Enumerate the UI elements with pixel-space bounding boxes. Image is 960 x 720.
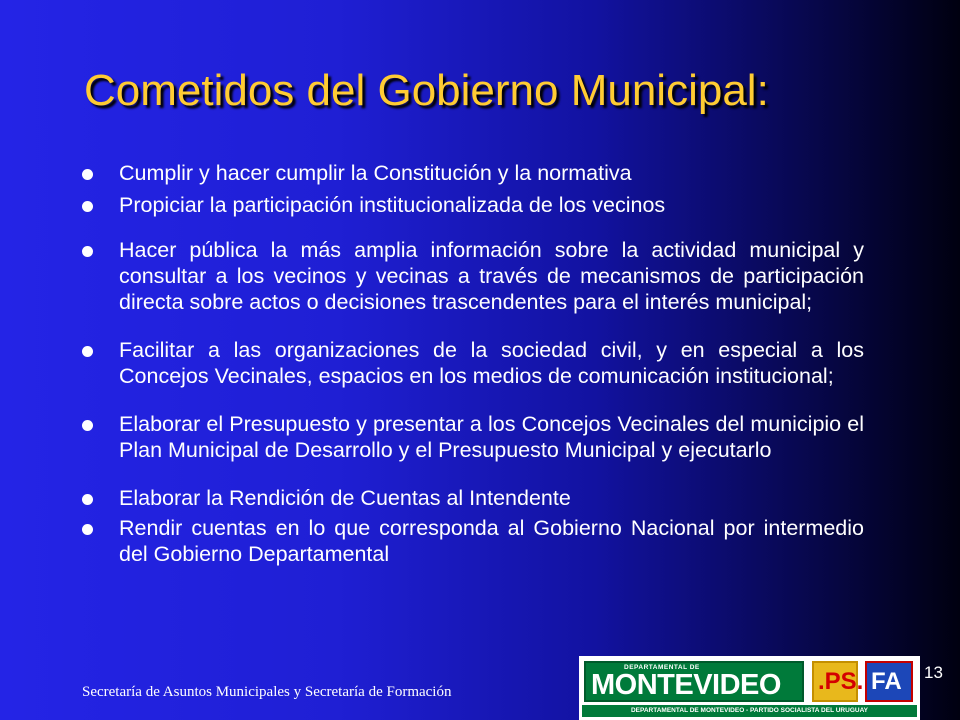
- bullet-dot-icon: [82, 169, 93, 180]
- logo-band-text: DEPARTAMENTAL DE MONTEVIDEO - PARTIDO SOCIALISTA DEL URUGUAY: [582, 705, 917, 717]
- bullet-item: [82, 485, 864, 511]
- ps-logo-block: [812, 661, 864, 702]
- logo-main-text: MONTEVIDEO: [591, 669, 781, 701]
- logo-main-row: [582, 659, 917, 702]
- bullet-text: Elaborar el Presupuesto y presentar a los Concejos Vecinales del municipio el Plan Municipal de Desarrollo y el Presupuesto Municipal y ejecutarlo: [119, 412, 864, 462]
- logo-fa-text: FA: [871, 668, 902, 695]
- bullet-item: [82, 337, 864, 389]
- bullet-dot-icon: [82, 246, 93, 257]
- bullet-item: [82, 515, 864, 567]
- bullet-text: Rendir cuentas en lo que corresponda al Gobierno Nacional por intermedio del Gobierno Departamental: [119, 516, 864, 566]
- bullet-text: Hacer pública la más amplia información sobre la actividad municipal y consultar a los vecinos y vecinas a través de mecanismos de participación directa sobre actos o decisiones trascendentes para el interés municipal;: [119, 238, 864, 314]
- bullet-dot-icon: [82, 346, 93, 357]
- bullet-text: Facilitar a las organizaciones de la sociedad civil, y en especial a los Concejos Vecinales, espacios en los medios de comunicación institucional;: [119, 338, 864, 388]
- montevideo-logo-block: [584, 661, 804, 702]
- bullet-list: [82, 160, 864, 567]
- bullet-item: [82, 411, 864, 463]
- page-number: 13: [924, 663, 943, 682]
- bullet-item: [82, 192, 864, 218]
- bullet-dot-icon: [82, 494, 93, 505]
- bullet-text: Elaborar la Rendición de Cuentas al Intendente: [119, 486, 571, 510]
- logo-small-text: DEPARTAMENTAL DE: [624, 664, 700, 671]
- bullet-item: [82, 160, 864, 186]
- bullet-dot-icon: [82, 420, 93, 431]
- fa-logo-block: [865, 661, 913, 702]
- bullet-text: Propiciar la participación institucionalizada de los vecinos: [119, 193, 666, 217]
- slide-title: Cometidos del Gobierno Municipal:: [84, 66, 769, 115]
- footer-text: Secretaría de Asuntos Municipales y Secretaría de Formación: [82, 684, 452, 700]
- bullet-dot-icon: [82, 201, 93, 212]
- logo-ps-text: .PS.: [818, 668, 864, 695]
- bullet-item: [82, 237, 864, 315]
- bullet-text: Cumplir y hacer cumplir la Constitución y la normativa: [119, 161, 632, 185]
- party-logo: [579, 656, 920, 720]
- bullet-dot-icon: [82, 524, 93, 535]
